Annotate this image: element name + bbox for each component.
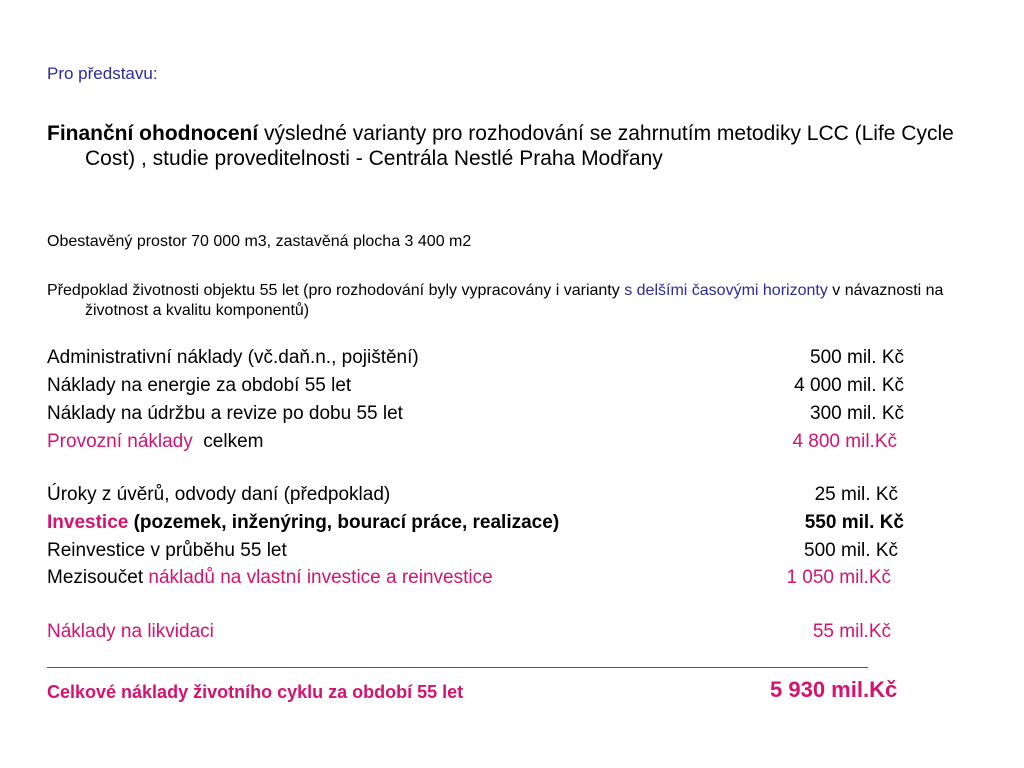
cost-label-investment (47, 511, 559, 535)
financial-evaluation-lead: Finanční ohodnocení (47, 122, 259, 145)
cost-row-maintenance (47, 402, 907, 426)
total-divider-line (47, 667, 868, 668)
cost-value-subtotal: 1 050 mil.Kč (786, 567, 891, 588)
cost-value-energy: 4 000 mil. Kč (794, 375, 904, 396)
cost-row-energy (47, 374, 907, 398)
cost-label-reinvestment: Reinvestice v průběhu 55 let (47, 540, 287, 561)
total-label: Celkové náklady životního cyklu za období 55 let (47, 682, 464, 702)
financial-evaluation-paragraph (47, 121, 985, 171)
cost-label-subtotal (47, 566, 493, 590)
total-row (47, 677, 947, 707)
cost-row-reinvestment (47, 539, 907, 563)
cost-label-energy: Náklady na energie za období 55 let (47, 375, 352, 396)
cost-row-interest (47, 483, 907, 507)
cost-row-subtotal (47, 566, 907, 590)
lifetime-text-after: v návaznosti na životnost a kvalitu komponentů) (85, 282, 944, 319)
cost-label-liquidation: Náklady na likvidaci (47, 621, 214, 642)
lifetime-text-before: Předpoklad životnosti objektu 55 let (pro rozhodování byly vypracovány i varianty (47, 282, 625, 299)
financial-evaluation-text: výsledné varianty pro rozhodování se zahrnutím metodiky LCC (Life Cycle Cost) , studie proveditelnosti - Centrála Nestlé Praha Modřany (85, 122, 954, 170)
page-heading: Pro představu: (47, 64, 158, 83)
cost-label-investment-highlight: Investice (47, 512, 129, 533)
cost-label-operating (47, 430, 264, 454)
cost-label-interest: Úroky z úvěrů, odvody daní (předpoklad) (47, 484, 391, 505)
cost-value-reinvestment: 500 mil. Kč (804, 540, 898, 561)
cost-value-investment: 550 mil. Kč (804, 512, 904, 533)
cost-label-investment-rest: (pozemek, inženýring, bourací práce, realizace) (128, 512, 560, 533)
cost-value-maintenance: 300 mil. Kč (810, 403, 904, 424)
cost-value-liquidation: 55 mil.Kč (812, 621, 891, 642)
cost-label-maintenance: Náklady na údržbu a revize po dobu 55 let (47, 403, 403, 424)
cost-row-operating (47, 430, 907, 454)
cost-row-admin (47, 346, 907, 370)
cost-value-operating: 4 800 mil.Kč (792, 431, 897, 452)
cost-label-operating-highlight: Provozní náklady (47, 431, 193, 452)
total-value: 5 930 mil.Kč (770, 677, 898, 702)
lifetime-highlight: s delšími časovými horizonty (624, 282, 828, 299)
lifetime-assumption-paragraph (47, 281, 985, 321)
cost-value-admin: 500 mil. Kč (810, 347, 904, 368)
cost-row-liquidation (47, 620, 907, 644)
cost-row-investment (47, 511, 907, 535)
cost-label-admin: Administrativní náklady (vč.daň.n., pojištění) (47, 347, 419, 368)
cost-label-operating-rest: celkem (192, 431, 264, 452)
cost-value-interest: 25 mil. Kč (814, 484, 898, 505)
building-volume-text: Obestavěný prostor 70 000 m3, zastavěná plocha 3 400 m2 (47, 233, 472, 250)
cost-label-subtotal-lead: Mezisoučet (47, 567, 149, 588)
cost-label-subtotal-highlight: nákladů na vlastní investice a reinvestice (148, 567, 493, 588)
